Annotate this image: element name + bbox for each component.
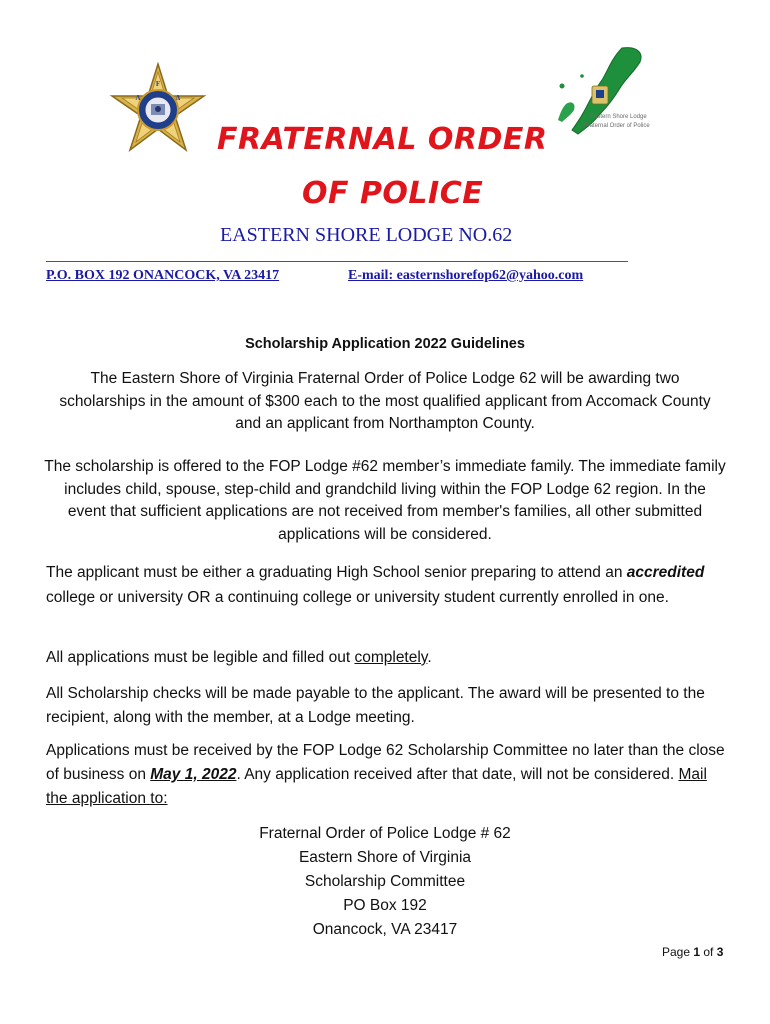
paragraph-eligibility: The scholarship is offered to the FOP Lodge #62 member’s immediate family. The immediate family includes child, spouse, step-child and grandchild living within the FOP Lodge 62 region. In the event that sufficient applications are not received from member's families, all other submitted applications will be considered. — [44, 458, 726, 543]
page-number: Page 1 of 3 — [662, 945, 724, 959]
address-line: PO Box 192 — [343, 897, 427, 914]
svg-text:Δ: Δ — [175, 94, 181, 102]
paragraph-deadline: Applications must be received by the FOP Lodge 62 Scholarship Committee no later than the close of business on May 1, 2022. Any application received after that date, will not be considered. Mail the application to: — [46, 742, 725, 807]
map-label-fop: Fraternal Order of Police — [584, 123, 650, 129]
address-line: Onancock, VA 23417 — [312, 921, 458, 938]
mail-to-label: Mail the application to: — [46, 766, 707, 807]
paragraph-awards: The Eastern Shore of Virginia Fraternal Order of Police Lodge 62 will be awarding two scholarships in the amount of $300 each to the most qualified applicant from Accomack County and an applicant from Northampton County. — [59, 370, 711, 432]
fop-star-seal-icon — [108, 62, 208, 152]
guidelines-heading: Scholarship Application 2022 Guidelines — [245, 336, 525, 352]
paragraph-legibility: All applications must be legible and filled out completely. — [46, 649, 432, 666]
address-line: Fraternal Order of Police Lodge # 62 — [259, 825, 511, 842]
po-box-address: P.O. BOX 192 ONANCOCK, VA 23417 — [46, 268, 280, 283]
paragraph-applicant-requirements: The applicant must be either a graduating High School senior preparing to attend an accredited college or university OR a continuing college or university student currently enrolled in one. — [46, 564, 705, 606]
deadline-date: May 1, 2022 — [150, 766, 237, 783]
address-line: Scholarship Committee — [304, 873, 466, 890]
title-line-1: FRATERNAL ORDER — [217, 122, 548, 157]
map-label-lodge: Eastern Shore Lodge — [590, 114, 647, 120]
title-line-2: OF POLICE — [302, 176, 484, 211]
lodge-name: EASTERN SHORE LODGE NO.62 — [220, 224, 513, 246]
completely-underlined: completely — [354, 649, 428, 666]
mailing-address — [0, 822, 770, 942]
paragraph-checks: All Scholarship checks will be made payable to the applicant. The award will be presented to the recipient, along with the member, at a Lodge meeting. — [46, 685, 705, 726]
email-contact[interactable]: E-mail: easternshorefop62@yahoo.com — [348, 268, 584, 283]
svg-text:F: F — [155, 80, 161, 88]
svg-text:Λ: Λ — [135, 94, 141, 102]
accredited-emphasis: accredited — [626, 564, 705, 581]
address-line: Eastern Shore of Virginia — [298, 849, 472, 866]
header-divider — [46, 261, 628, 262]
